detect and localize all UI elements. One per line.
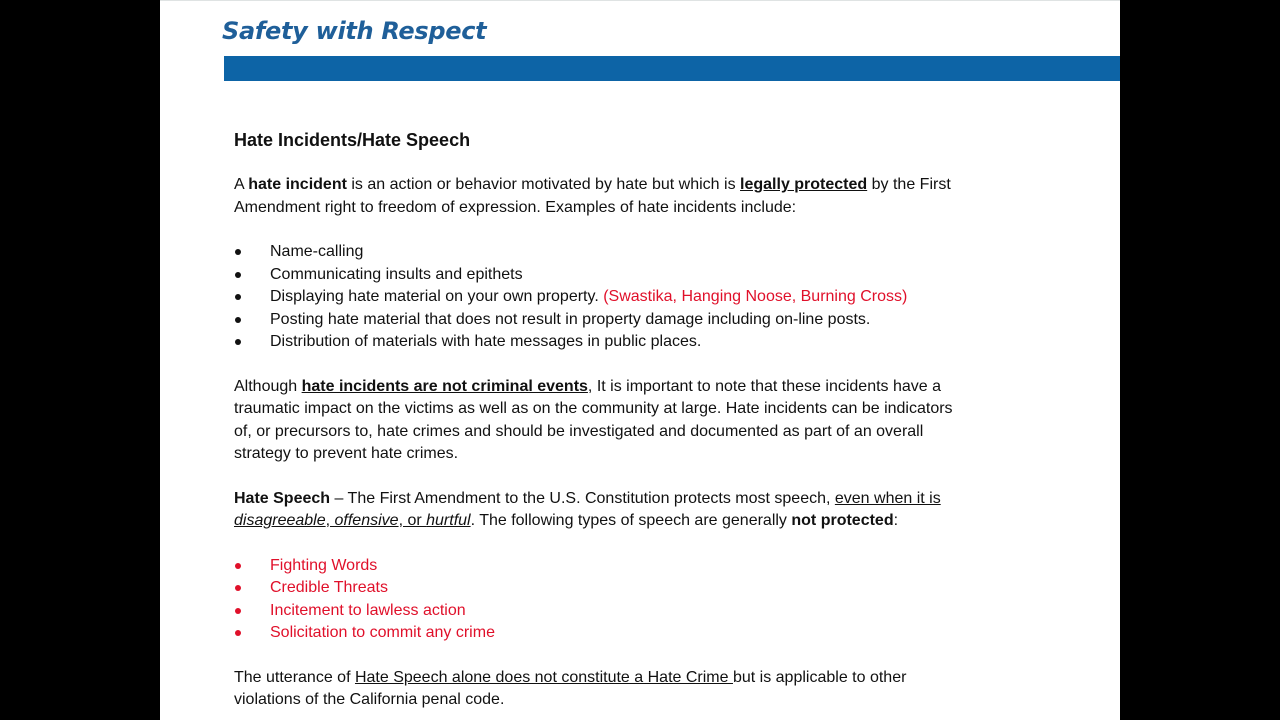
list-item-text: Credible Threats — [270, 579, 388, 596]
intro-text: is an action or behavior motivated by hate but which is — [346, 176, 741, 193]
separator: , or — [398, 512, 427, 529]
utterance-paragraph — [234, 667, 1034, 712]
list-item-text: Displaying hate material on your own property. — [270, 288, 604, 305]
underlined-text: even when it is — [834, 489, 941, 507]
list-item-text: Name-calling — [270, 243, 364, 260]
term-legally-protected: legally protected — [740, 176, 868, 193]
unprotected-speech-list — [234, 555, 1034, 645]
list-item — [234, 600, 1034, 623]
paragraph-text: Although — [234, 377, 302, 395]
italic-term: offensive — [334, 512, 399, 529]
bullet-icon — [235, 585, 241, 591]
list-item — [234, 286, 1034, 309]
list-item-text: Communicating insults and epithets — [270, 265, 523, 283]
section-heading: Hate Incidents/Hate Speech — [234, 130, 471, 150]
paragraph-text: The utterance of — [234, 668, 355, 686]
italic-term: hurtful — [426, 512, 471, 529]
utterance-line-2: violations of the California penal code. — [234, 691, 505, 708]
underlined-text: Hate Speech alone does not constitute a Hate Crime — [354, 668, 733, 686]
list-item-text: Incitement to lawless action — [270, 601, 466, 619]
utterance-line-1 — [234, 669, 906, 686]
hate-speech-paragraph — [234, 488, 1034, 533]
symbols-note: (Swastika, Hanging Noose, Burning Cross) — [603, 288, 908, 305]
slide-content — [234, 127, 1034, 712]
list-item — [234, 331, 1034, 354]
intro-line-2: Amendment right to freedom of expression. Examples of hate incidents include: — [234, 198, 797, 216]
bullet-icon — [235, 317, 241, 323]
list-item-text: Distribution of materials with hate messages in public places. — [270, 333, 702, 350]
list-item — [234, 309, 1034, 332]
term-not-protected: not protected — [791, 512, 894, 529]
intro-paragraph — [234, 174, 1034, 219]
separator: , — [325, 512, 335, 529]
paragraph-text: , It is important to note that these incidents have a — [587, 377, 942, 395]
bullet-icon — [235, 563, 241, 569]
bullet-icon — [235, 630, 241, 636]
slide-title: Safety with Respect — [222, 17, 487, 45]
bullet-icon — [235, 608, 241, 614]
intro-text: by the First — [867, 176, 951, 193]
paragraph-text: . The following types of speech are generally — [470, 512, 792, 529]
hate-speech-line-2 — [234, 512, 898, 529]
list-item-text: Solicitation to commit any crime — [270, 624, 495, 641]
although-line-1 — [234, 378, 941, 395]
bullet-icon — [235, 339, 241, 345]
intro-line-1 — [234, 176, 951, 193]
bullet-icon — [235, 272, 241, 278]
although-line-3: of, or precursors to, hate crimes and should be investigated and documented as part of an overall — [234, 422, 924, 440]
bullet-icon — [235, 249, 241, 255]
intro-text: A — [234, 176, 249, 193]
slide — [160, 0, 1120, 720]
list-item — [234, 577, 1034, 600]
title-accent-bar — [224, 56, 1120, 81]
list-item-text: Fighting Words — [270, 556, 378, 574]
although-line-4: strategy to prevent hate crimes. — [234, 445, 459, 462]
hate-speech-line-1 — [234, 490, 941, 507]
although-line-2: traumatic impact on the victims as well as on the community at large. Hate incidents can be indicators — [234, 400, 953, 417]
list-item-text: Posting hate material that does not result in property damage including on-line posts. — [270, 310, 871, 328]
list-item — [234, 264, 1034, 287]
incident-examples-list — [234, 241, 1034, 354]
list-item — [234, 241, 1034, 264]
term-not-criminal: hate incidents are not criminal events — [301, 377, 588, 395]
term-hate-incident: hate incident — [248, 176, 347, 193]
italic-term: disagreeable — [234, 512, 326, 529]
list-item — [234, 622, 1034, 645]
term-hate-speech: Hate Speech — [234, 489, 331, 507]
paragraph-text: : — [893, 512, 899, 529]
underlined-qualifiers — [234, 512, 471, 529]
paragraph-text: but is applicable to other — [732, 668, 907, 686]
although-paragraph — [234, 376, 1034, 466]
paragraph-text: – The First Amendment to the U.S. Constitution protects most speech, — [330, 489, 835, 507]
list-item — [234, 555, 1034, 578]
bullet-icon — [235, 294, 241, 300]
